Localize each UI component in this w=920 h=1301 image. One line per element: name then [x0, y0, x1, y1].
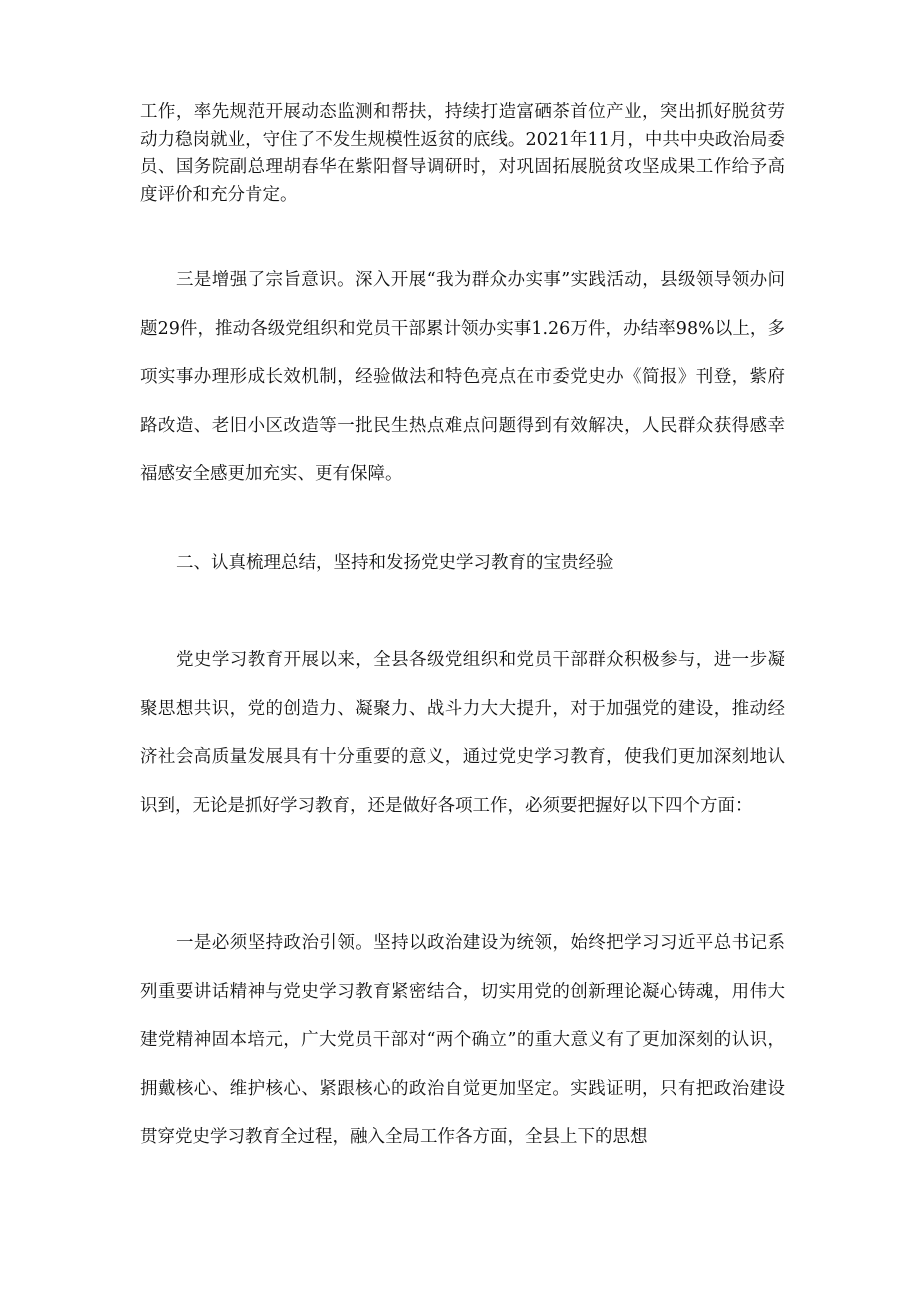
paragraph-continuation: 工作，率先规范开展动态监测和帮扶，持续打造富硒茶首位产业，突出抓好脱贫劳动力稳岗就业，守住了不发生规模性返贫的底线。2021年11月，中共中央政治局委员、国务院副总理胡春华在紫阳督导调研时，对巩固拓展脱贫攻坚成果工作给予高度评价和充分肯定。 [140, 102, 785, 205]
section-heading: 二、认真梳理总结，坚持和发扬党史学习教育的宝贵经验 [176, 553, 614, 573]
paragraph-point-one: 一是必须坚持政治引领。坚持以政治建设为统领，始终把学习习近平总书记系列重要讲话精神与党史学习教育紧密结合，切实用党的创新理论凝心铸魂，用伟大建党精神固本培元，广大党员干部对“两个确立”的重大意义有了更加深刻的认识，拥戴核心、维护核心、紧跟核心的政治自觉更加坚定。实践证明，只有把政治建设贯穿党史学习教育全过程，融入全局工作各方面，全县上下的思想 [140, 933, 785, 1147]
paragraph-point-three: 三是增强了宗旨意识。深入开展“我为群众办实事”实践活动，县级领导领办问题29件，推动各级党组织和党员干部累计领办实事1.26万件，办结率98%以上，多项实事办理形成长效机制，经验做法和特色亮点在市委党史办《简报》刊登，紫府路改造、老旧小区改造等一批民生热点难点问题得到有效解决，人民群众获得感幸福感安全感更加充实、更有保障。 [140, 270, 785, 484]
paragraph-section-intro: 党史学习教育开展以来，全县各级党组织和党员干部群众积极参与，进一步凝聚思想共识，党的创造力、凝聚力、战斗力大大提升，对于加强党的建设，推动经济社会高质量发展具有十分重要的意义，通过党史学习教育，使我们更加深刻地认识到，无论是抓好学习教育，还是做好各项工作，必须要把握好以下四个方面： [140, 650, 785, 816]
